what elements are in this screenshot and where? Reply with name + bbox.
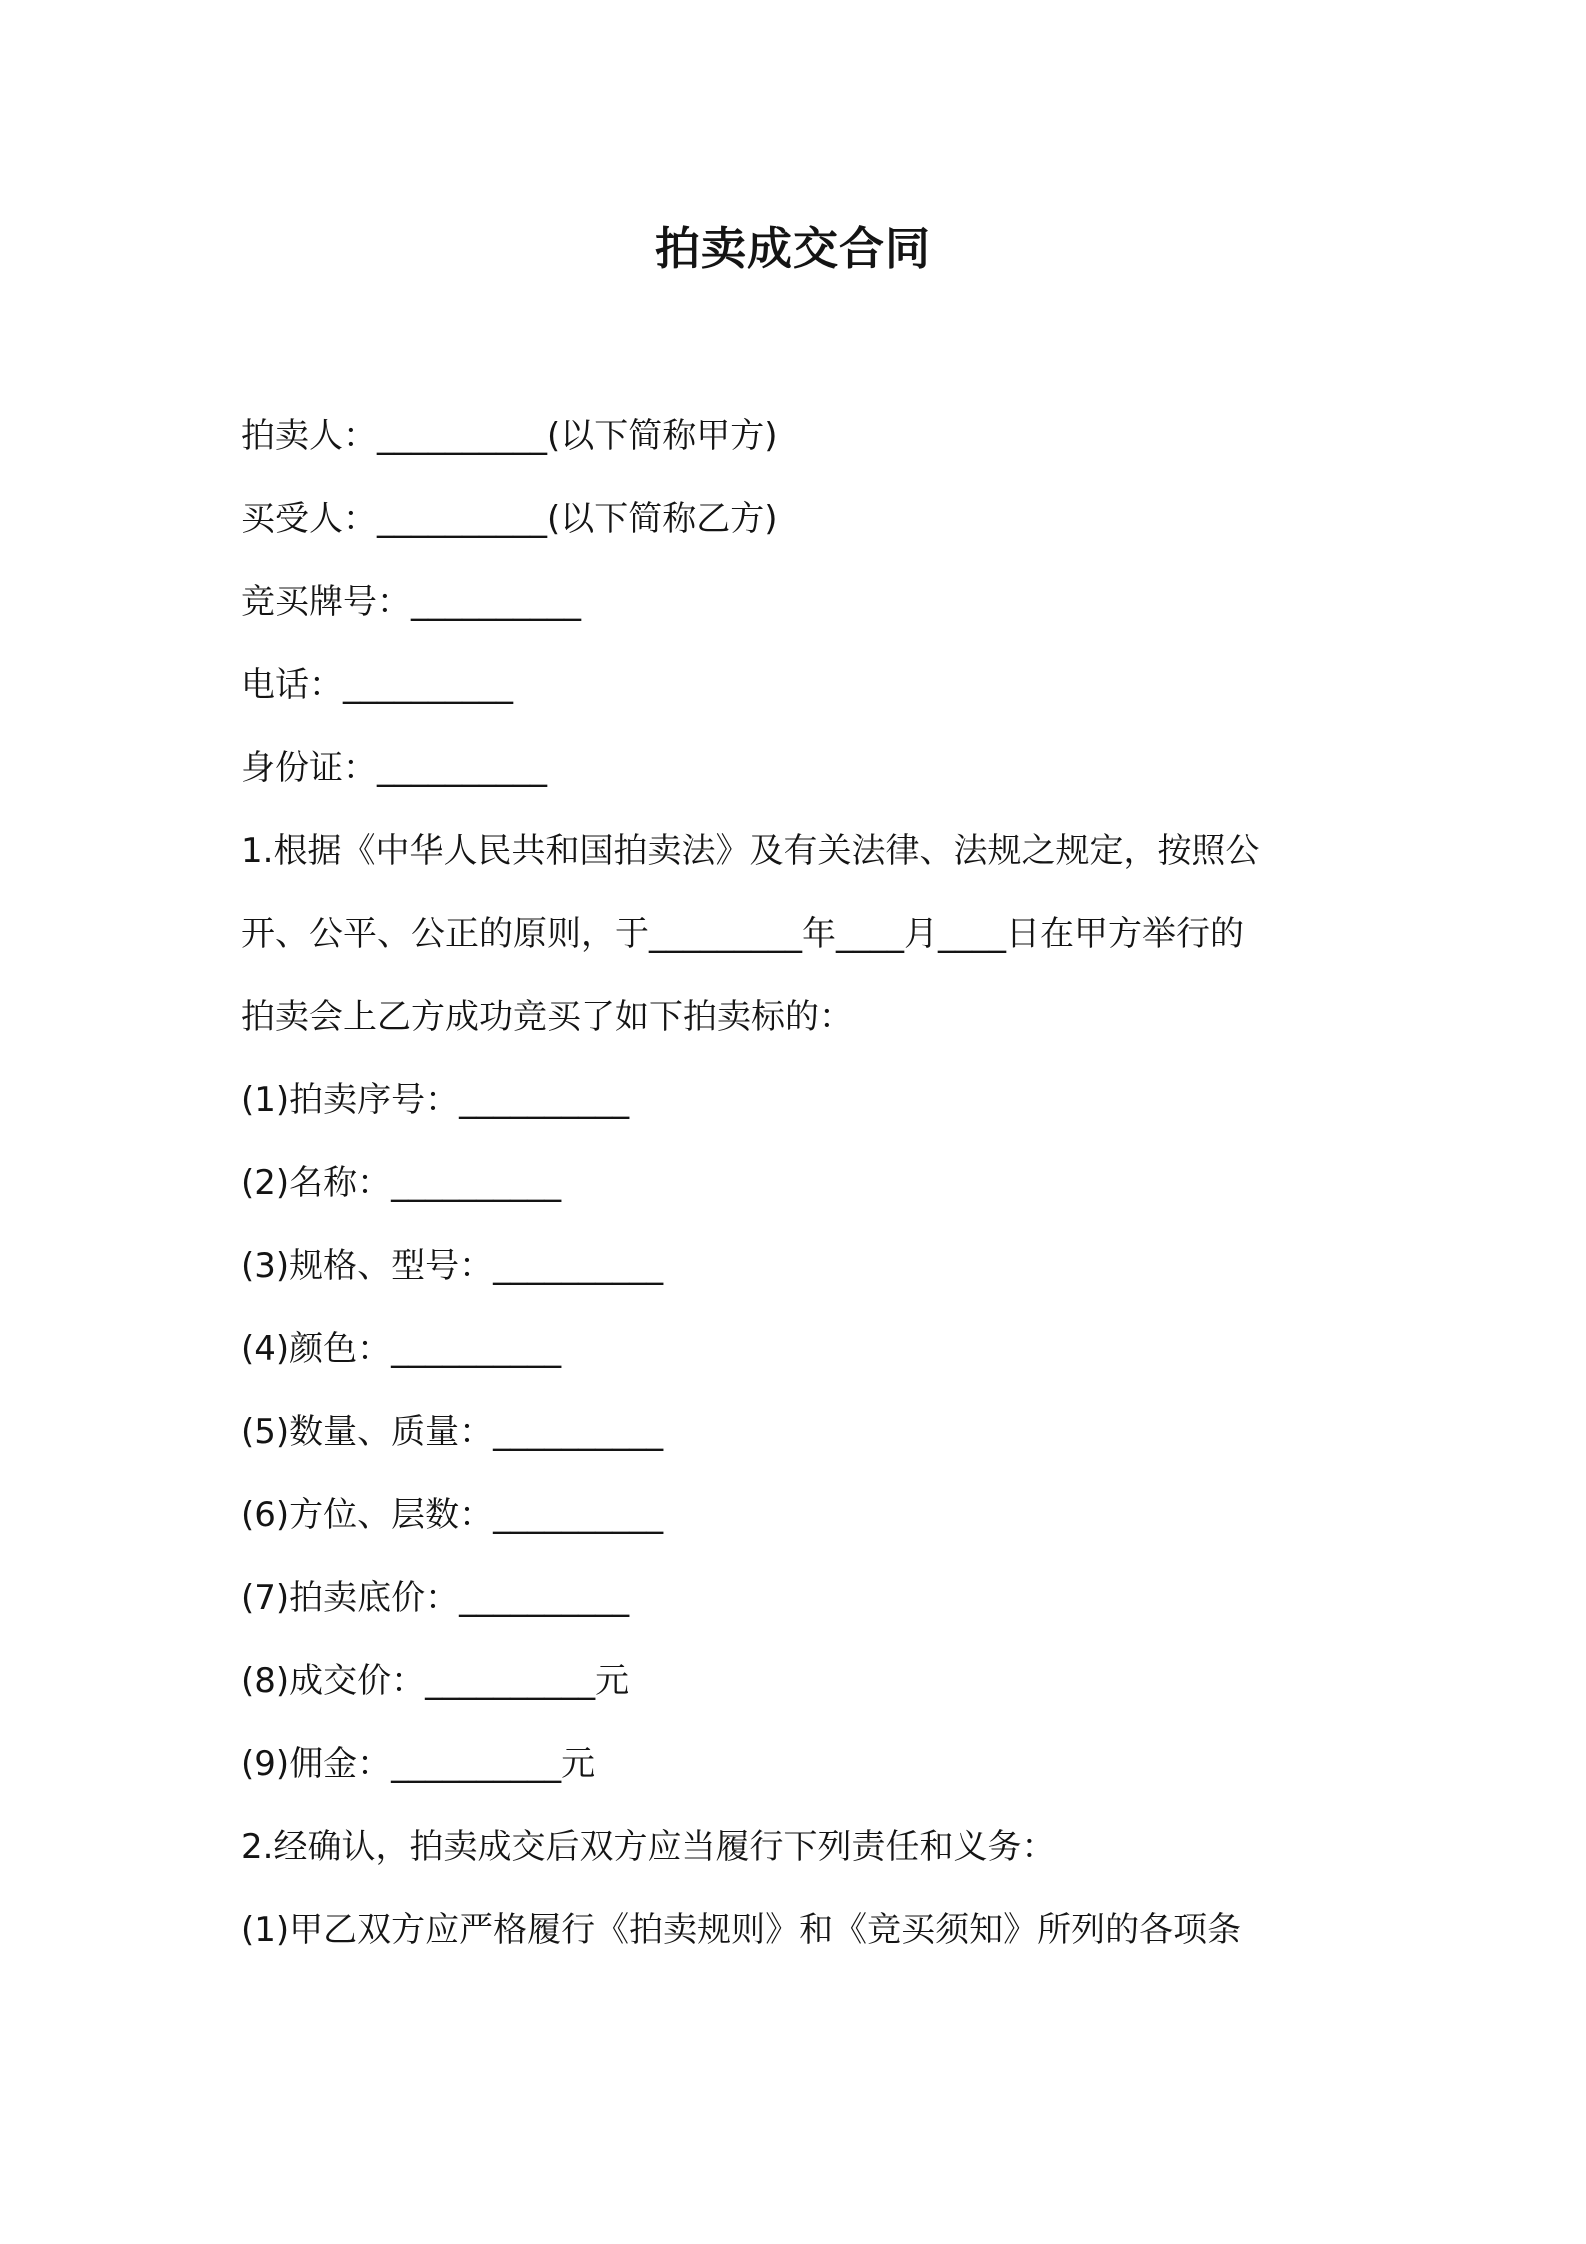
item-color: (4)颜色：__________ <box>241 1329 562 1369</box>
item-reserve-price: (7)拍卖底价：__________ <box>241 1578 630 1618</box>
clause-2-heading: 2.经确认，拍卖成交后双方应当履行下列责任和义务： <box>241 1827 1056 1867</box>
id-card-line: 身份证：__________ <box>241 748 547 788</box>
buyer-line: 买受人：__________(以下简称乙方) <box>241 499 778 539</box>
item-commission: (9)佣金：__________元 <box>241 1744 596 1784</box>
clause-1-line-2: 开、公平、公正的原则，于_________年____月____日在甲方举行的 <box>241 914 1244 954</box>
phone-line: 电话：__________ <box>241 665 513 705</box>
item-name: (2)名称：__________ <box>241 1163 562 1203</box>
item-location-floors: (6)方位、层数：__________ <box>241 1495 664 1535</box>
clause-1-line-3: 拍卖会上乙方成功竞买了如下拍卖标的： <box>241 997 853 1037</box>
item-specification: (3)规格、型号：__________ <box>241 1246 664 1286</box>
item-quantity-quality: (5)数量、质量：__________ <box>241 1412 664 1452</box>
document-title: 拍卖成交合同 <box>654 222 931 275</box>
clause-1-line-1: 1.根据《中华人民共和国拍卖法》及有关法律、法规之规定，按照公 <box>241 831 1260 871</box>
clause-2-item-1: (1)甲乙双方应严格履行《拍卖规则》和《竞买须知》所列的各项条 <box>241 1910 1242 1950</box>
item-lot-number: (1)拍卖序号：__________ <box>241 1080 630 1120</box>
auctioneer-line: 拍卖人：__________(以下简称甲方) <box>241 416 778 456</box>
bid-number-line: 竞买牌号：__________ <box>241 582 581 622</box>
item-final-price: (8)成交价：__________元 <box>241 1661 630 1701</box>
